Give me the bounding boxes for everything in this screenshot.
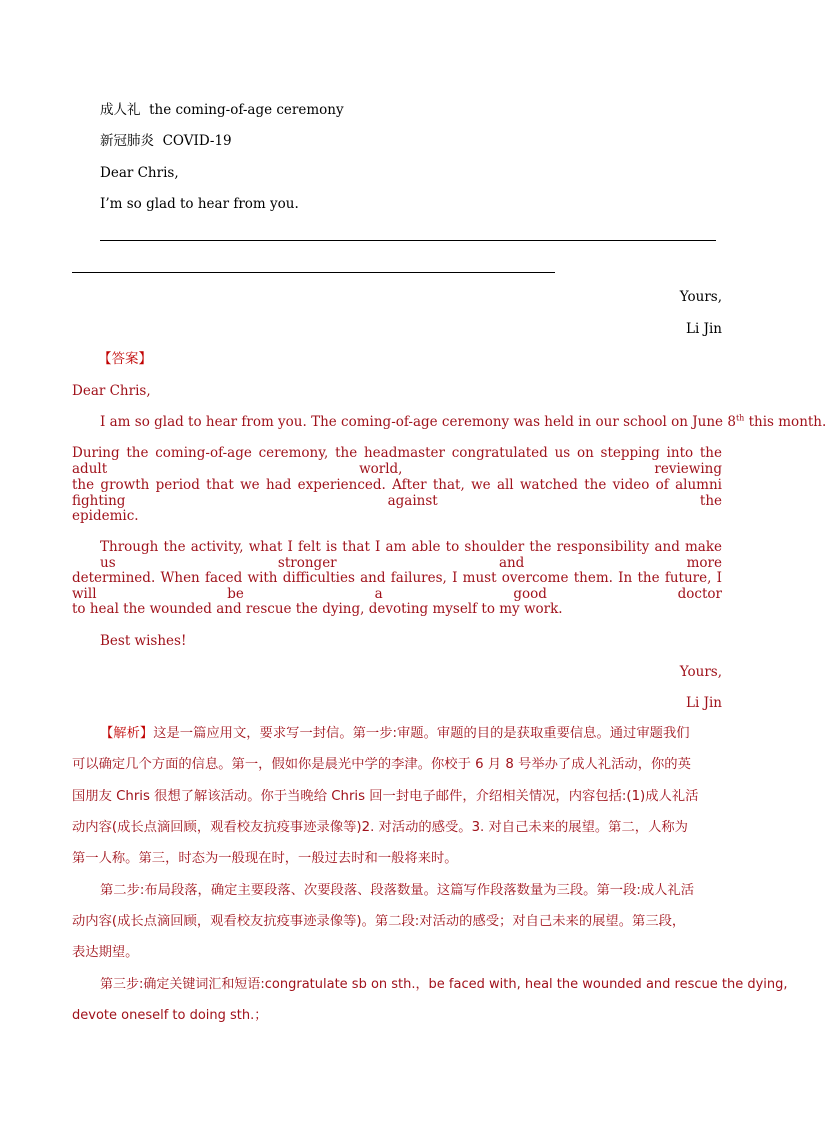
answer-p2-line-2: determined. When faced with difficulties and failures, I must overcome them. In the future, I will be a good doctor: [72, 570, 722, 602]
answer-p1-line-1: [100, 413, 826, 430]
analysis-line-4: 动内容(成长点滴回顾，观看校友抗疫事迹录像等)2. 对活动的感受。3. 对自己未来的展望。第二，人称为: [72, 820, 688, 835]
analysis-line-8: 表达期望。: [72, 945, 139, 960]
answer-p1-line-2: During the coming-of-age ceremony, the headmaster congratulated us on stepping into the adult world, reviewing: [72, 445, 722, 477]
answer-p1-line-3: the growth period that we had experienced. After that, we all watched the video of alumni fighting against the: [72, 477, 722, 509]
answer-p1-line-4: epidemic.: [72, 508, 139, 524]
answer-signature: Li Jin: [686, 695, 722, 711]
answer-p2-line-1: Through the activity, what I felt is that I am able to shoulder the responsibility and make us stronger and more: [100, 539, 722, 571]
answer-p2-line-3: to heal the wounded and rescue the dying, devoting myself to my work.: [72, 601, 563, 617]
answer-p1-tail: this month.: [744, 414, 826, 430]
vocab-en: COVID-19: [162, 133, 232, 149]
answer-p1-sup: th: [735, 413, 745, 423]
answer-wishes: Best wishes!: [100, 633, 187, 649]
analysis-line-3: 国朋友 Chris 很想了解该活动。你于当晚给 Chris 回一封电子邮件，介绍相关情况，内容包括:(1)成人礼活: [72, 789, 699, 804]
analysis-label: 【解析】: [100, 726, 154, 741]
analysis-text: 这是一篇应用文，要求写一封信。第一步:审题。审题的目的是获取重要信息。通过审题我们: [153, 726, 690, 741]
prompt-salutation: Dear Chris,: [100, 165, 179, 181]
vocab-item-1: [100, 102, 344, 118]
answer-label: 【答案】: [98, 351, 152, 367]
answer-p1-text: I am so glad to hear from you. The coming-of-age ceremony was held in our school on June 8: [100, 414, 736, 430]
vocab-item-2: [100, 133, 232, 149]
analysis-line-6: 第二步:布局段落，确定主要段落、次要段落、段落数量。这篇写作段落数量为三段。第一段:成人礼活: [100, 883, 695, 898]
answer-closing: Yours,: [679, 664, 722, 680]
prompt-closing: Yours,: [679, 289, 722, 305]
analysis-line-7: 动内容(成长点滴回顾，观看校友抗疫事迹录像等)。第二段:对活动的感受；对自己未来的展望。第三段，: [72, 914, 686, 929]
prompt-signature: Li Jin: [686, 321, 722, 337]
vocab-en: the coming-of-age ceremony: [149, 102, 344, 118]
answer-salutation: Dear Chris,: [72, 383, 151, 399]
prompt-opening: I’m so glad to hear from you.: [100, 196, 299, 212]
analysis-line-5: 第一人称。第三，时态为一般现在时，一般过去时和一般将来时。: [72, 851, 458, 866]
writing-line: [100, 240, 716, 241]
analysis-line-9: 第三步:确定关键词汇和短语:congratulate sb on sth.，be faced with, heal the wounded and rescue the dying,: [100, 977, 788, 992]
analysis-line-2: 可以确定几个方面的信息。第一，假如你是晨光中学的李津。你校于 6 月 8 号举办了成人礼活动，你的英: [72, 757, 691, 772]
vocab-cn: 新冠肺炎: [100, 133, 154, 149]
writing-line: [72, 272, 555, 273]
analysis-line-10: devote oneself to doing sth.；: [72, 1008, 268, 1023]
vocab-cn: 成人礼: [100, 102, 141, 118]
analysis-line-1: [100, 726, 722, 742]
